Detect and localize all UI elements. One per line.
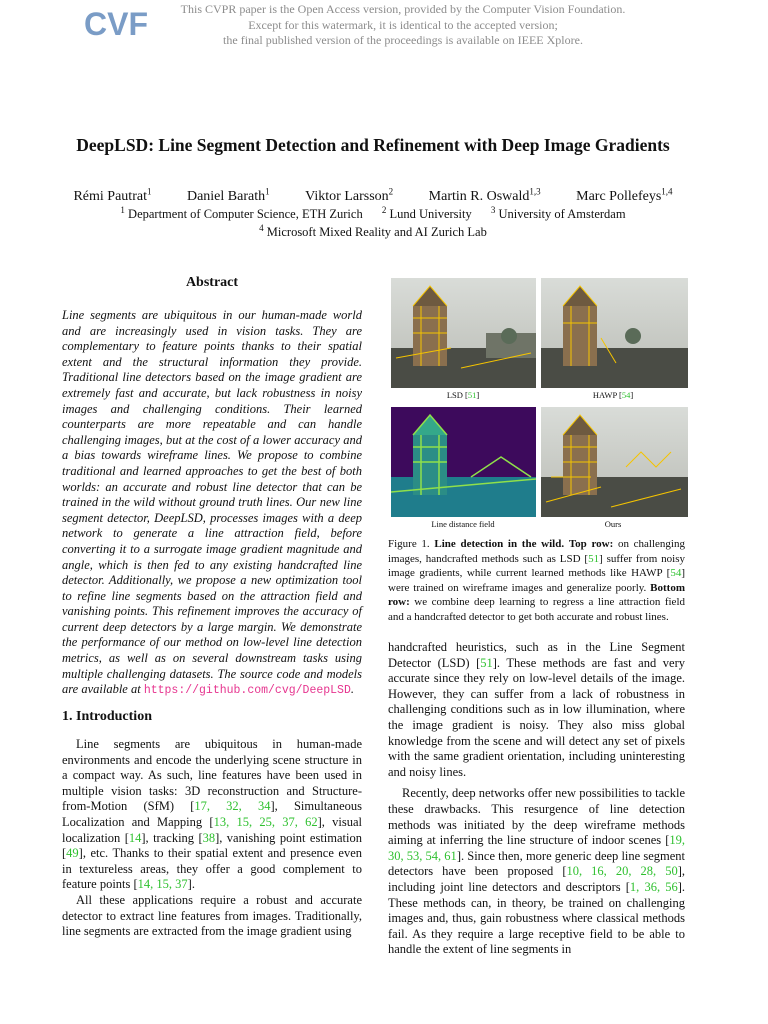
citation-link[interactable]: 10, 16, 20, 28, 50: [566, 864, 678, 879]
affiliation: $^1$ Department of Computer Science, ETH Zurich: [120, 205, 363, 222]
abstract-heading: Abstract: [185, 275, 239, 290]
body-paragraph: Recently, deep networks offer new possibilities to tackle these drawbacks. This resurgence of line detection methods was initiated by the deep wireframe methods aiming at inferring the line structure of indoor scenes [19, 30, 53, 54, 61]. Since then, more generic deep line segment detectors have been proposed [10, 16, 20, 28, 50], including joint line detectors and descriptors [1, 36, 56]. These methods can, in theory, be trained on challenging images and, thus, gain robustness where classical methods fail. As they require a large receptive field to be able to handle the extent of line segments in: [388, 786, 686, 957]
abstract-body: [62, 308, 362, 699]
figure-caption: Figure 1. Line detection in the wild. Top row: on challenging images, handcrafted methods such as LSD [51] suffer from noisy image gradients, while current learned methods like HAWP [54] were trained on wireframe images and generalize poorly. Bottom row: we combine deep learning to regress a line attraction field and a handcrafted detector to get both accurate and robust lines.: [388, 538, 685, 623]
author: Rémi Pautrat$^1$: [73, 186, 152, 204]
affiliations-row-1: [0, 205, 746, 222]
citation-link[interactable]: 54: [621, 390, 631, 400]
citation-link[interactable]: 1, 36, 56: [629, 879, 678, 894]
citation-link[interactable]: 13, 15, 25, 37, 62: [213, 814, 318, 829]
citation-link[interactable]: 17, 32, 34: [194, 799, 271, 814]
watermark-notice: [160, 2, 646, 49]
figure-hawp-image: [541, 278, 688, 388]
intro-paragraph-2: All these applications require a robust and accurate detector to extract line features from images. Traditionally, line segments are extracted from the image gradient using: [62, 892, 362, 939]
citation-link[interactable]: 14, 15, 37: [137, 877, 188, 892]
author: Viktor Larsson$^2$: [305, 186, 394, 204]
figure-lsd-image: [391, 278, 536, 388]
intro-paragraph-1: Line segments are ubiquitous in human-made environments and encode the underlying scene structure in a compact way. As such, line features have been used in multiple vision tasks: 3D reconstruction and Structure-from-Motion (SfM) [17, 32, 34], Simultaneous Localization and Mapping [13, 15, 25, 37, 62], visual localization [14], tracking [38], vanishing point estimation [49], etc. Thanks to their spatial extent and presence even in textureless areas, they offer a good complement to feature points [14, 15, 37].: [62, 737, 363, 892]
affiliation: $^3$ University of Amsterdam: [490, 205, 626, 222]
figure-distance-field-image: [391, 407, 536, 517]
author: Martin R. Oswald$^{1,3}$: [428, 186, 541, 204]
affiliation: $^2$ Lund University: [381, 205, 472, 222]
abstract-paragraph: Line segments are ubiquitous in our human-made world and are increasingly used in vision tasks. They are complementary to feature points thanks to their spatial extent and the structural information they provide. Traditional line detectors based on the image gradient are extremely fast and accurate, but lack robustness in noisy images and challenging conditions. Their learned counterparts are more repeatable and can handle challenging images, but at the cost of a lower accuracy and a bias towards wireframe lines. We propose to combine traditional and learned approaches to get the best of both worlds: an accurate and robust line detector that can be trained in the wild without ground truth lines. Our new line segment detector, DeepLSD, processes images with a deep network to generate a line attraction field, before converting it to a surrogate image gradient magnitude and angle, which is then fed to any existing handcrafted line detector. Additionally, we propose a new optimization tool to refine line segments based on the attraction field and vanishing points. This refinement improves the accuracy of current deep detectors by a large margin. We demonstrate the performance of our method on low-level line detection metrics, as well as on several downstream tasks using multiple challenging datasets. The source code and models are available at https://github.com/cvg/DeepLSD.: [62, 308, 362, 698]
figure-label-lsd: LSD [51]: [446, 390, 480, 400]
citation-link[interactable]: 49: [66, 846, 79, 861]
affiliations-row-2: [0, 223, 746, 240]
introduction-body: [62, 737, 362, 940]
citation-link[interactable]: 38: [202, 830, 216, 845]
author: Daniel Barath$^1$: [186, 186, 270, 204]
right-column-body: [388, 640, 685, 958]
source-code-link[interactable]: https://github.com/cvg/DeepLSD: [143, 684, 351, 698]
figure-label-distance-field: Line distance field: [431, 519, 495, 529]
affiliation: $^4$ Microsoft Mixed Reality and AI Zurich Lab: [259, 223, 487, 240]
watermark-line-3: the final published version of the proceedings is available on IEEE Xplore.: [223, 33, 583, 47]
body-paragraph: handcrafted heuristics, such as in the Line Segment Detector (LSD) [51]. These methods are fast and very accurate since they rely on low-level details of the image. However, they can suffer from a lack of robustness in challenging conditions such as in low illumination, where the image gradient is noisy. They also miss global knowledge from the scene and will detect any set of pixels with the same gradient orientation, including uninteresting and noisy lines.: [388, 640, 685, 779]
watermark-line-2: Except for this watermark, it is identical to the accepted version;: [248, 17, 558, 32]
citation-link[interactable]: 54: [670, 567, 682, 580]
cvf-logo: [84, 6, 148, 42]
author-list: [0, 186, 746, 205]
figure-ours-image: [541, 407, 688, 517]
citation-link[interactable]: 14: [128, 830, 142, 845]
section-heading-introduction: 1. Introduction: [62, 709, 152, 724]
citation-link[interactable]: 19, 30, 53, 54, 61: [388, 833, 685, 863]
figure-label-hawp: HAWP [54]: [592, 390, 634, 400]
citation-link[interactable]: 51: [467, 390, 477, 400]
cvf-logo-text: CVF: [84, 6, 148, 42]
figure-label-ours: Ours: [604, 519, 622, 529]
citation-link[interactable]: 51: [480, 655, 493, 670]
watermark-line-1: This CVPR paper is the Open Access version, provided by the Computer Vision Foundation.: [180, 2, 626, 16]
paper-title: DeepLSD: Line Segment Detection and Refinement with Deep Image Gradients: [76, 135, 670, 155]
author: Marc Pollefeys$^{1,4}$: [576, 186, 673, 204]
citation-link[interactable]: 51: [588, 552, 600, 565]
